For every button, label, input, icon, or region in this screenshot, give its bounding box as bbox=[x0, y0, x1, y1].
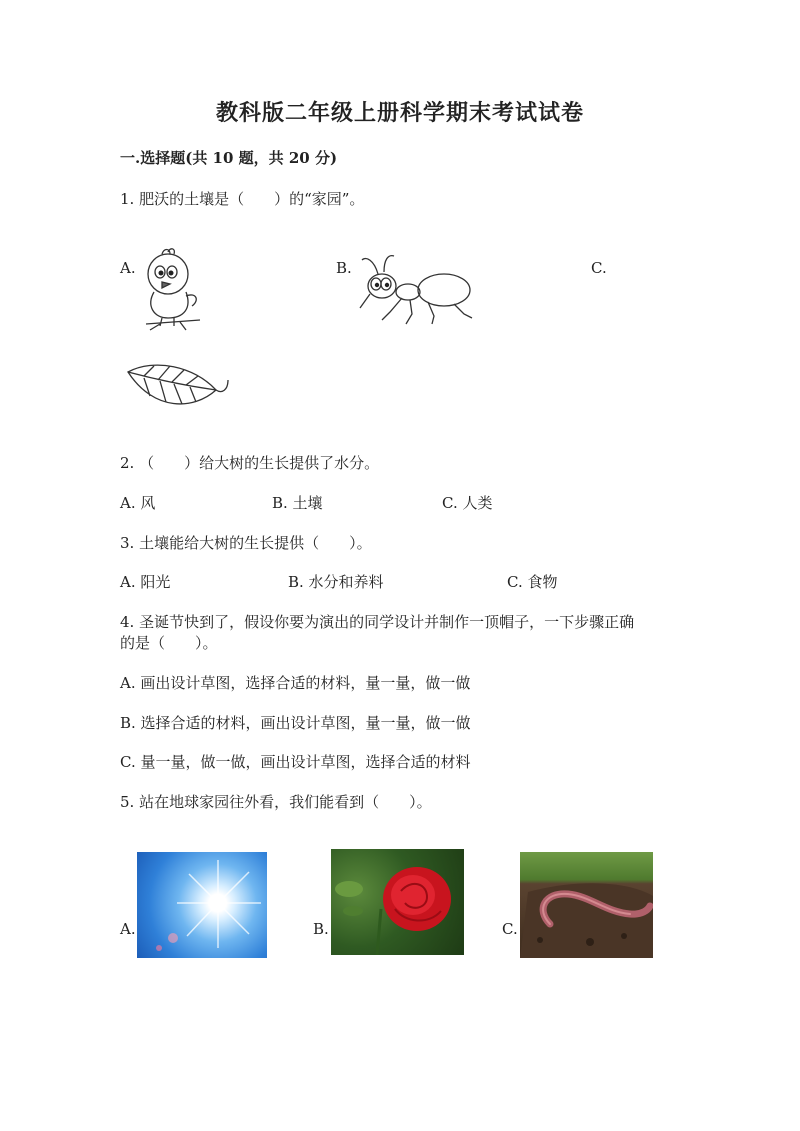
q1-option-c-label: C. bbox=[591, 259, 607, 277]
q2-option-a: A. 风 bbox=[120, 494, 156, 512]
sun-photo bbox=[137, 852, 267, 958]
q1-option-b-label: B. bbox=[336, 259, 352, 277]
question-2: 2. （ ）给大树的生长提供了水分。 bbox=[120, 454, 380, 472]
q4-option-a: A. 画出设计草图，选择合适的材料，量一量，做一做 bbox=[120, 674, 471, 692]
q5-option-c-label: C. bbox=[502, 920, 518, 938]
rose-photo bbox=[331, 849, 464, 955]
q1-option-a-label: A. bbox=[120, 259, 136, 277]
q3-option-c: C. 食物 bbox=[507, 573, 558, 591]
earthworm-photo bbox=[520, 852, 653, 958]
leaf-drawing bbox=[124, 358, 232, 416]
question-4-line-1: 4. 圣诞节快到了，假设你要为演出的同学设计并制作一顶帽子，一下步骤正确 bbox=[120, 613, 635, 631]
q4-option-c: C. 量一量，做一做，画出设计草图，选择合适的材料 bbox=[120, 753, 471, 771]
q2-option-c: C. 人类 bbox=[442, 494, 493, 512]
q4-option-b: B. 选择合适的材料，画出设计草图，量一量，做一做 bbox=[120, 714, 471, 732]
ant-drawing bbox=[354, 254, 480, 326]
q2-option-b: B. 土壤 bbox=[272, 494, 323, 512]
chick-drawing bbox=[140, 246, 206, 338]
q5-option-a-label: A. bbox=[120, 920, 136, 938]
question-3: 3. 土壤能给大树的生长提供（ ）。 bbox=[120, 534, 372, 552]
page-title: 教科版二年级上册科学期末考试试卷 bbox=[215, 100, 584, 126]
q3-option-a: A. 阳光 bbox=[120, 573, 171, 591]
question-1: 1. 肥沃的土壤是（ ）的“家园”。 bbox=[120, 190, 365, 208]
question-4-line-2: 的是（ ）。 bbox=[120, 634, 218, 652]
q3-option-b: B. 水分和养料 bbox=[288, 573, 384, 591]
q5-option-b-label: B. bbox=[313, 920, 329, 938]
section-heading: 一.选择题(共 10 题，共 20 分) bbox=[120, 149, 338, 167]
question-5: 5. 站在地球家园往外看，我们能看到（ ）。 bbox=[120, 793, 432, 811]
